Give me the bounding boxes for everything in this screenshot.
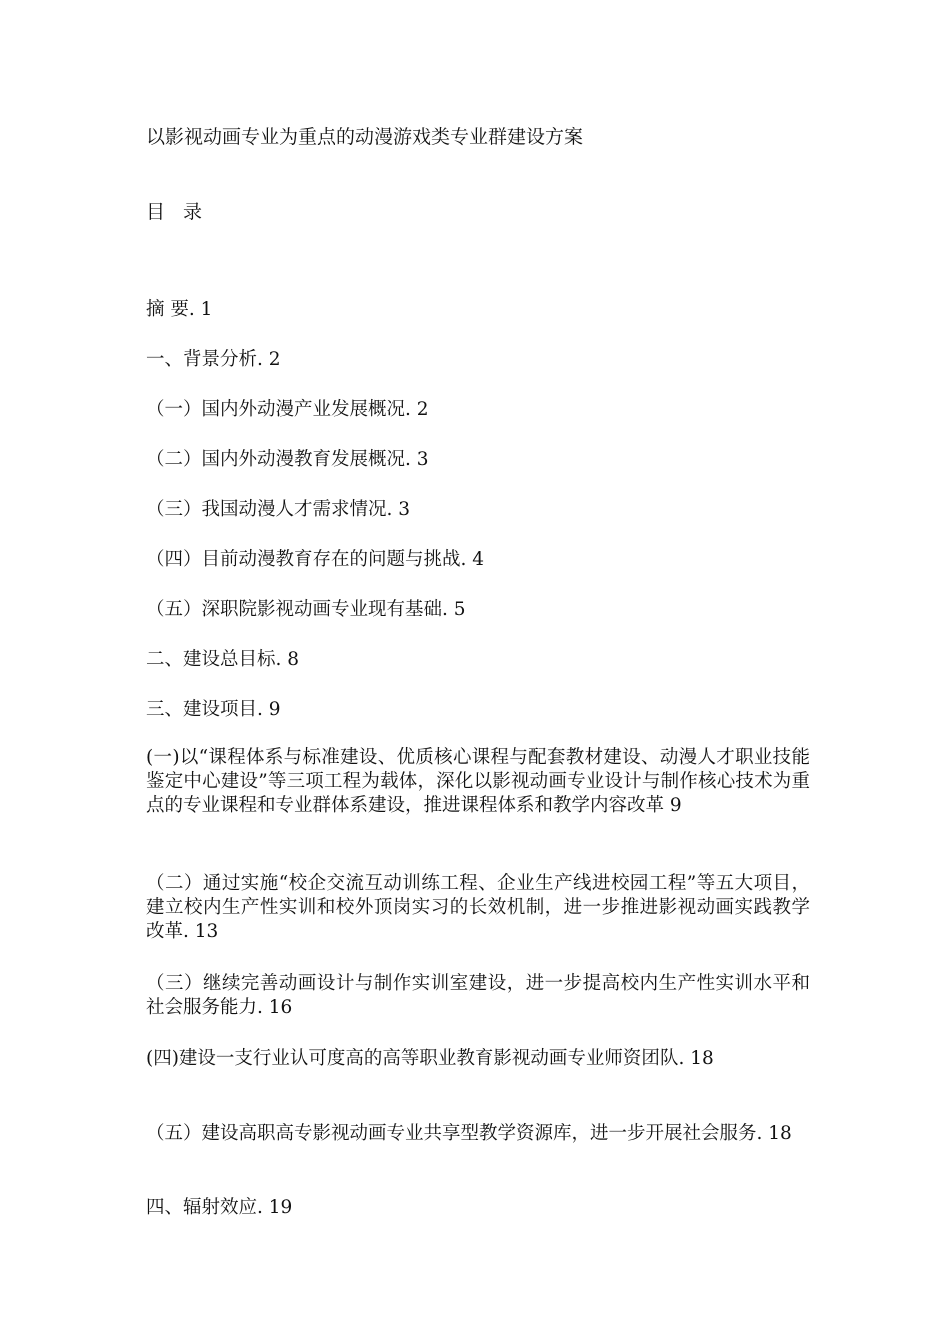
- toc-entry-section-2[interactable]: 二、建设总目标. 8: [146, 649, 300, 670]
- toc-entry-section-3-3[interactable]: （三）继续完善动画设计与制作实训室建设，进一步提高校内生产性实训水平和社会服务能力. 16: [146, 973, 810, 1018]
- toc-entry-section-1-5[interactable]: （五）深职院影视动画专业现有基础. 5: [146, 599, 466, 620]
- toc-entry-abstract[interactable]: 摘 要. 1: [146, 299, 213, 320]
- toc-entry-section-3-4[interactable]: (四)建设一支行业认可度高的高等职业教育影视动画专业师资团队. 18: [146, 1048, 714, 1069]
- toc-entry-section-3-1[interactable]: (一)以“课程体系与标准建设、优质核心课程与配套教材建设、动漫人才职业技能鉴定中心建设”等三项工程为载体，深化以影视动画专业设计与制作核心技术为重点的专业课程和专业群体系建设，推进课程体系和教学内容改革 9: [146, 747, 810, 816]
- toc-entry-section-3-5[interactable]: （五）建设高职高专影视动画专业共享型教学资源库，进一步开展社会服务. 18: [146, 1123, 792, 1144]
- toc-entry-section-1[interactable]: 一、背景分析. 2: [146, 349, 281, 370]
- toc-entry-section-1-1[interactable]: （一）国内外动漫产业发展概况. 2: [146, 399, 429, 420]
- toc-entry-section-1-2[interactable]: （二）国内外动漫教育发展概况. 3: [146, 449, 429, 470]
- toc-entry-section-4[interactable]: 四、辐射效应. 19: [146, 1197, 293, 1218]
- toc-entry-section-3-2[interactable]: （二）通过实施“校企交流互动训练工程、企业生产线进校园工程”等五大项目，建立校内生产性实训和校外顶岗实习的长效机制，进一步推进影视动画实践教学改革. 13: [146, 873, 810, 942]
- toc-entry-section-3[interactable]: 三、建设项目. 9: [146, 699, 281, 720]
- toc-heading: 目 录: [146, 201, 209, 223]
- toc-entry-section-1-4[interactable]: （四）目前动漫教育存在的问题与挑战. 4: [146, 549, 485, 570]
- document-title: 以影视动画专业为重点的动漫游戏类专业群建设方案: [146, 126, 584, 148]
- toc-entry-section-1-3[interactable]: （三）我国动漫人才需求情况. 3: [146, 499, 411, 520]
